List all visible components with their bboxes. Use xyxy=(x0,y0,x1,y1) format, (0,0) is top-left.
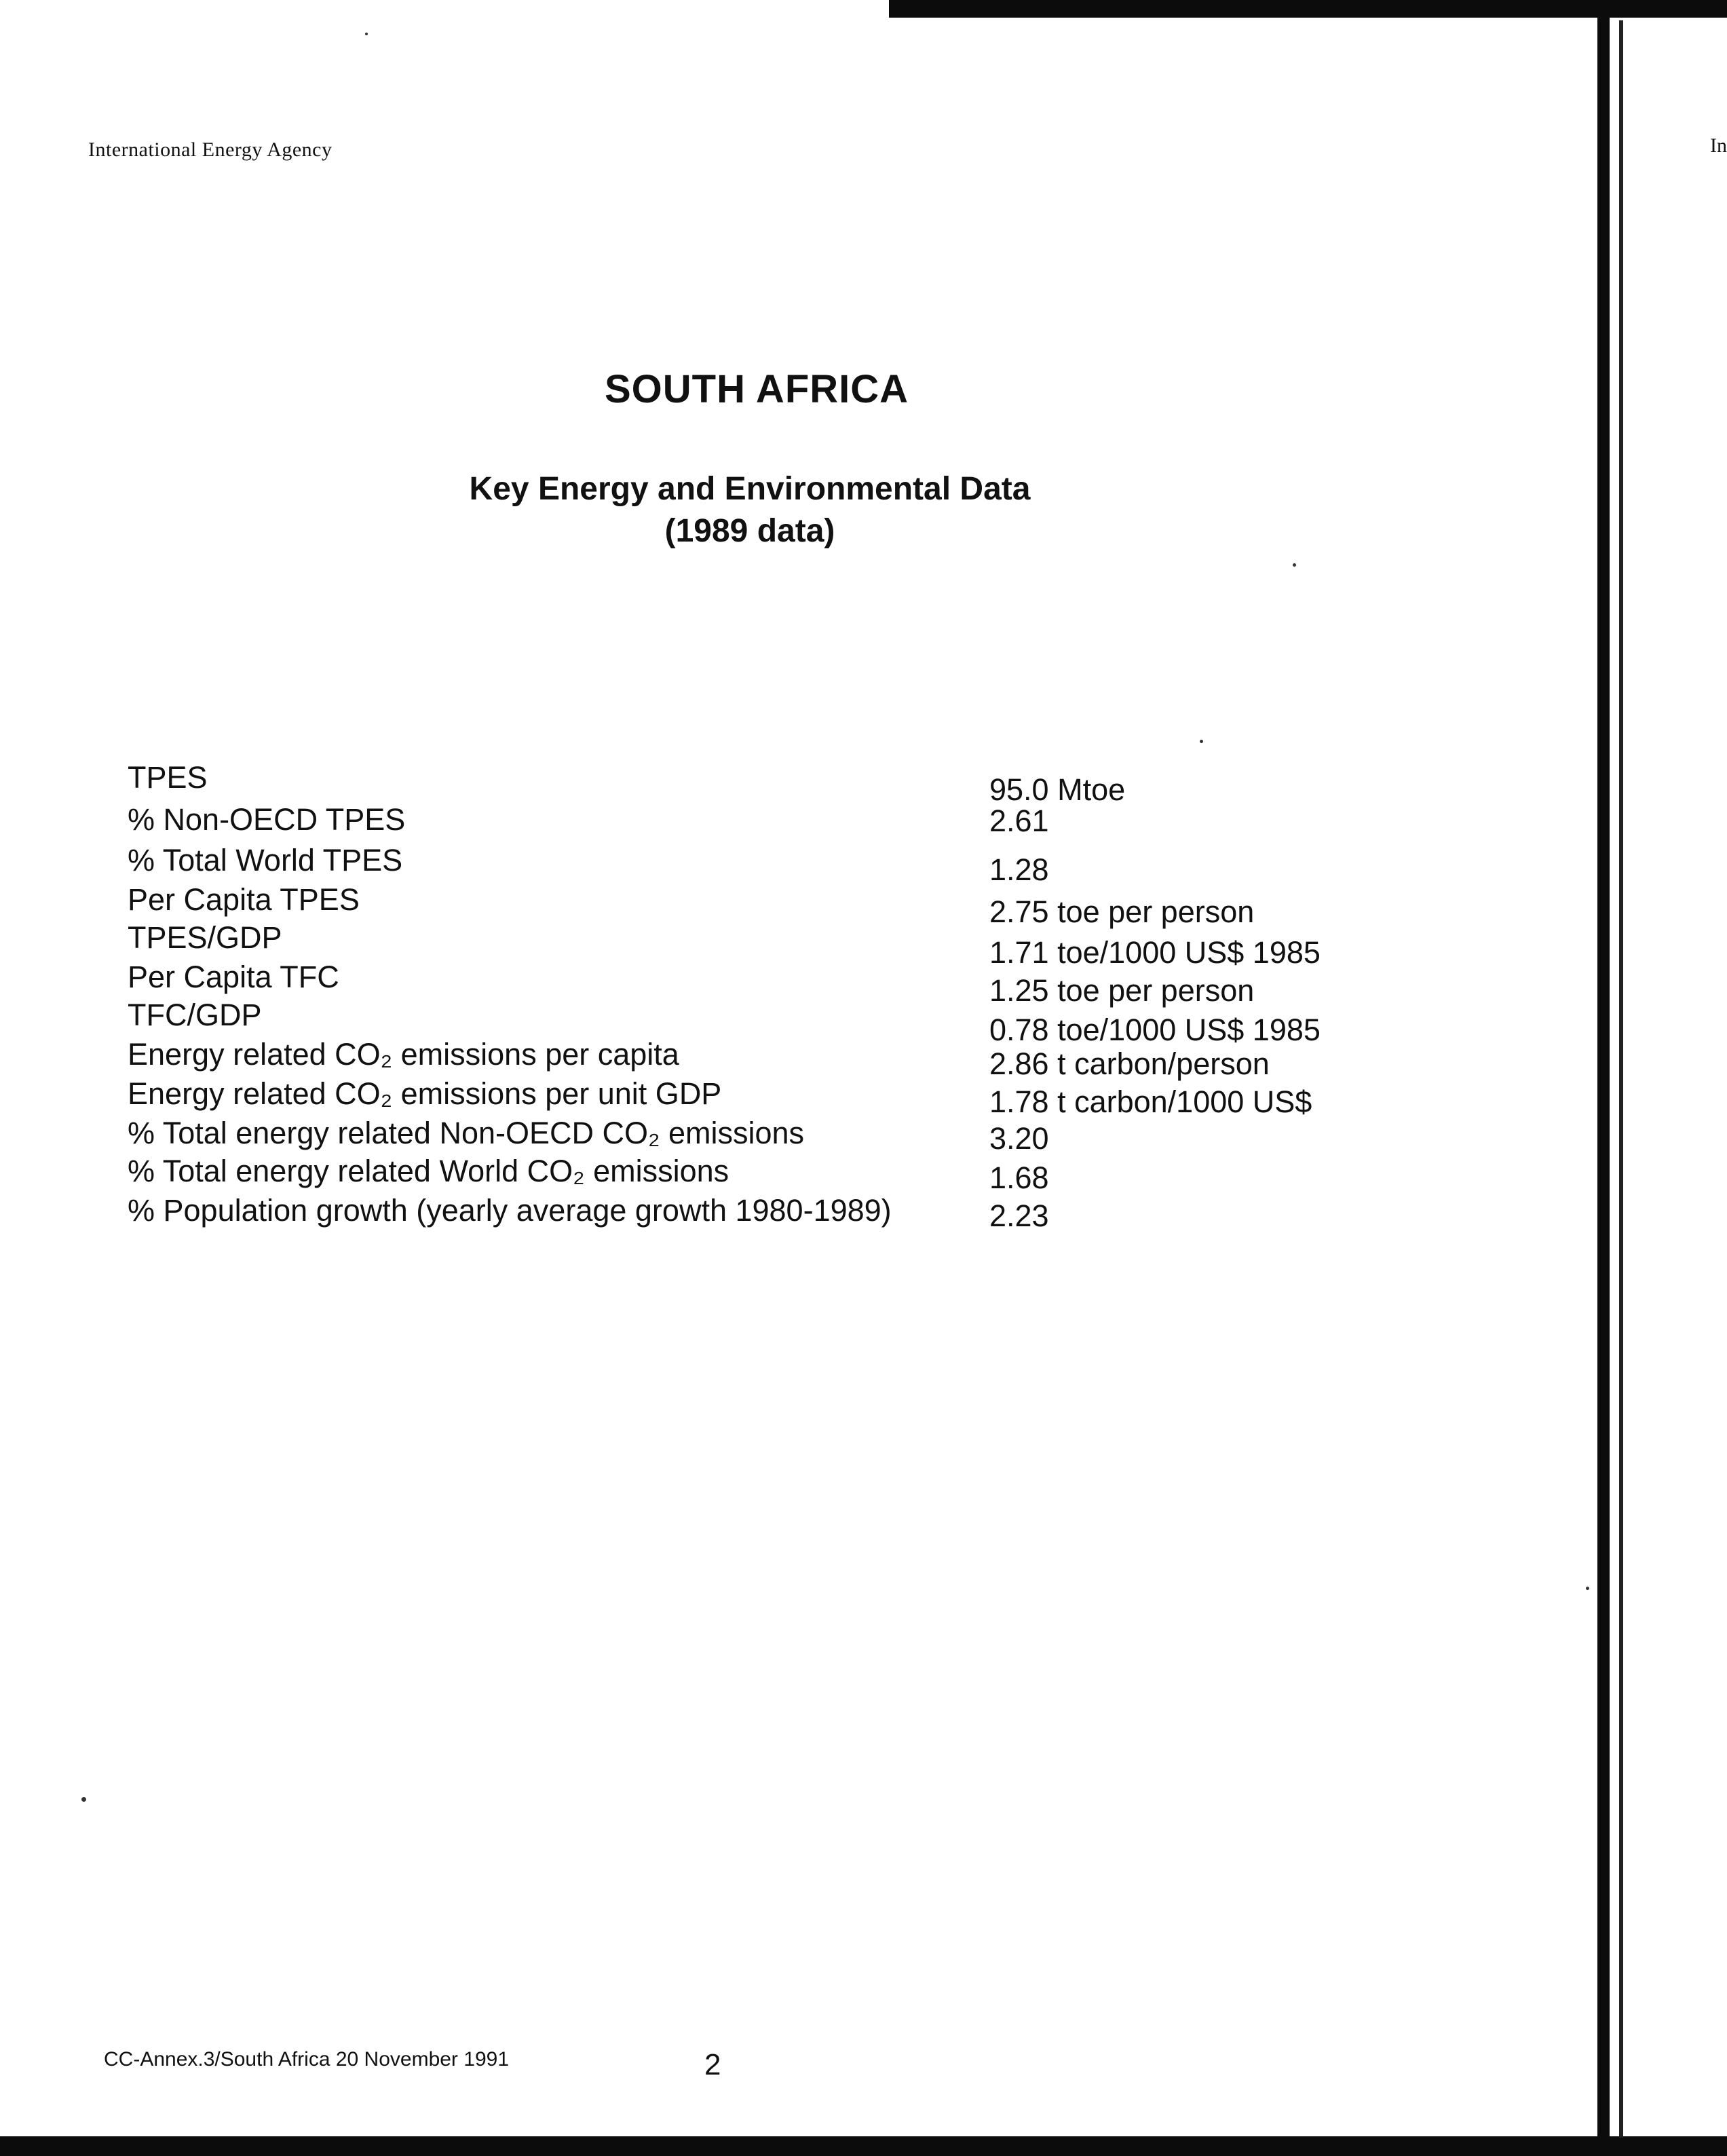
footer-reference: CC-Annex.3/South Africa 20 November 1991 xyxy=(104,2048,509,2070)
row-label: Energy related CO₂ emissions per capita xyxy=(128,1037,679,1072)
row-label: Per Capita TPES xyxy=(128,882,360,917)
row-value: 1.28 xyxy=(989,852,1049,887)
data-row xyxy=(128,1116,1417,1154)
data-row xyxy=(128,920,1417,970)
scan-speck xyxy=(365,33,368,35)
scan-speck xyxy=(81,1797,86,1802)
row-label: % Population growth (yearly average growth 1980-1989) xyxy=(128,1193,892,1228)
row-value: 1.68 xyxy=(989,1160,1049,1195)
page-number: 2 xyxy=(704,2048,721,2081)
row-label: TPES xyxy=(128,760,208,795)
page-subtitle xyxy=(0,468,1500,552)
page-title: SOUTH AFRICA xyxy=(604,367,909,411)
data-row xyxy=(128,802,1417,840)
row-value: 1.78 t carbon/1000 US$ xyxy=(989,1084,1312,1119)
data-row xyxy=(128,760,1417,807)
page-edge-line-inner xyxy=(1619,20,1623,2138)
page-edge-line xyxy=(1597,0,1610,2138)
row-value: 2.61 xyxy=(989,803,1049,838)
scan-speck xyxy=(1200,740,1203,743)
data-row xyxy=(128,998,1417,1047)
row-label: % Total energy related Non-OECD CO₂ emissions xyxy=(128,1116,805,1150)
row-label: % Total World TPES xyxy=(128,843,403,877)
data-row xyxy=(128,960,1417,1008)
row-value: 2.75 toe per person xyxy=(989,894,1255,929)
data-row xyxy=(128,882,1417,929)
subtitle-year: (1989 data) xyxy=(664,513,835,549)
row-value: 1.25 toe per person xyxy=(989,973,1255,1008)
data-row xyxy=(128,843,1417,887)
data-row xyxy=(128,1193,1417,1231)
row-label: % Non-OECD TPES xyxy=(128,802,406,837)
row-value: 1.71 toe/1000 US$ 1985 xyxy=(989,935,1321,970)
row-value: 3.20 xyxy=(989,1121,1049,1156)
row-value: 95.0 Mtoe xyxy=(989,772,1126,807)
row-label: TPES/GDP xyxy=(128,920,282,955)
row-value: 2.23 xyxy=(989,1198,1049,1233)
row-value: 2.86 t carbon/person xyxy=(989,1046,1270,1081)
row-label: TFC/GDP xyxy=(128,998,262,1032)
agency-header: International Energy Agency xyxy=(88,138,333,161)
next-page-fragment: In xyxy=(1710,134,1727,157)
data-row xyxy=(128,1076,1417,1119)
data-row xyxy=(128,1154,1417,1195)
data-row xyxy=(128,1037,1417,1081)
row-label: Per Capita TFC xyxy=(128,960,339,994)
subtitle-line: Key Energy and Environmental Data xyxy=(469,471,1031,507)
row-label: Energy related CO₂ emissions per unit GDP xyxy=(128,1076,722,1111)
scan-speck xyxy=(1586,1587,1589,1590)
scan-speck xyxy=(1293,563,1296,567)
row-label: % Total energy related World CO₂ emissions xyxy=(128,1154,729,1188)
row-value: 0.78 toe/1000 US$ 1985 xyxy=(989,1013,1321,1047)
scan-border-bottom xyxy=(0,2136,1727,2156)
